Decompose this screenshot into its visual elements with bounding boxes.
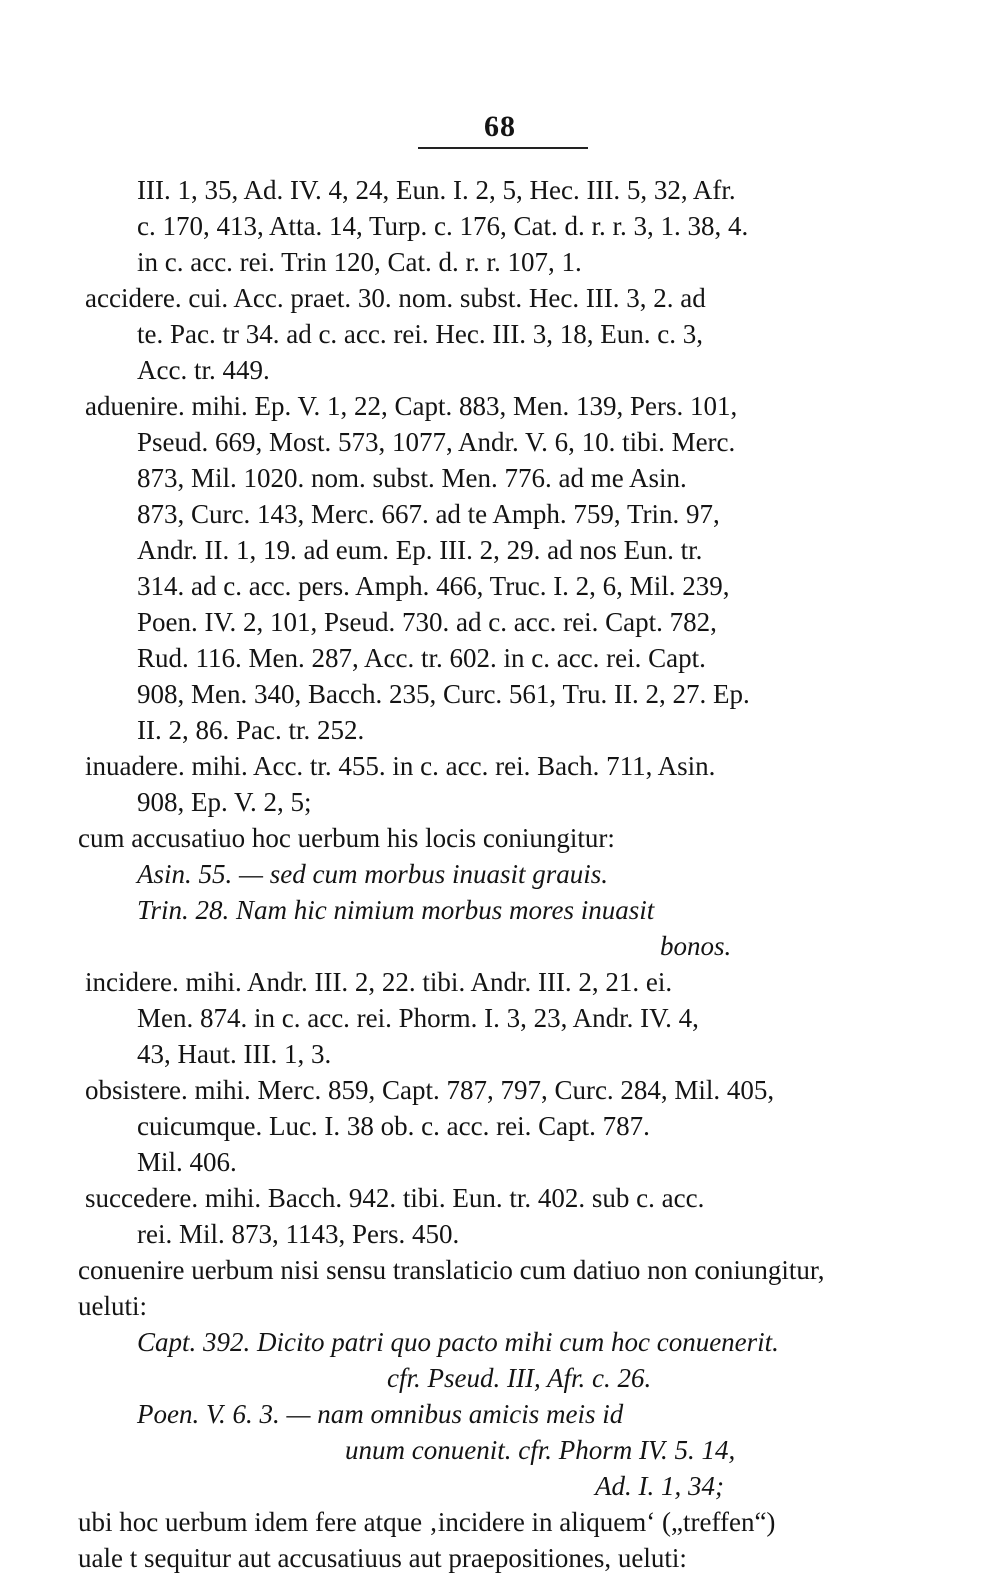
page-number: 68 <box>484 110 516 143</box>
quotation-line: bonos. <box>660 931 732 961</box>
quotation-line: cfr. Pseud. III, Afr. c. 26. <box>387 1363 652 1393</box>
text-line: cuicumque. Luc. I. 38 ob. c. acc. rei. Capt. 787. <box>137 1111 650 1141</box>
quotation-line: Ad. I. 1, 34; <box>595 1471 724 1501</box>
quotation-line: unum conuenit. cfr. Phorm IV. 5. 14, <box>345 1435 736 1465</box>
text-line: accidere. cui. Acc. praet. 30. nom. subst. Hec. III. 3, 2. ad <box>85 283 706 313</box>
text-line: Poen. IV. 2, 101, Pseud. 730. ad c. acc. rei. Capt. 782, <box>137 607 717 637</box>
text-line: Mil. 406. <box>137 1147 237 1177</box>
text-line: te. Pac. tr 34. ad c. acc. rei. Hec. III. 3, 18, Eun. c. 3, <box>137 319 704 349</box>
text-line: ueluti: <box>78 1291 147 1321</box>
text-line: uale t sequitur aut accusatiuus aut praepositiones, ueluti: <box>78 1543 687 1573</box>
text-line: 873, Curc. 143, Merc. 667. ad te Amph. 759, Trin. 97, <box>137 499 720 529</box>
text-line: incidere. mihi. Andr. III. 2, 22. tibi. Andr. III. 2, 21. ei. <box>85 967 673 997</box>
text-line: 43, Haut. III. 1, 3. <box>137 1039 332 1069</box>
text-line: obsistere. mihi. Merc. 859, Capt. 787, 797, Curc. 284, Mil. 405, <box>85 1075 775 1105</box>
text-line: Acc. tr. 449. <box>137 355 270 385</box>
text-line: inuadere. mihi. Acc. tr. 455. in c. acc. rei. Bach. 711, Asin. <box>85 751 716 781</box>
text-line: ubi hoc uerbum idem fere atque ‚incidere in aliquem‘ („treffen“) <box>78 1507 776 1537</box>
text-line: c. 170, 413, Atta. 14, Turp. c. 176, Cat. d. r. r. 3, 1. 38, 4. <box>137 211 749 241</box>
quotation-line: Capt. 392. Dicito patri quo pacto mihi cum hoc conuenerit. <box>137 1327 779 1357</box>
text-line: Rud. 116. Men. 287, Acc. tr. 602. in c. acc. rei. Capt. <box>137 643 706 673</box>
text-line: in c. acc. rei. Trin 120, Cat. d. r. r. 107, 1. <box>137 247 582 277</box>
text-line: Andr. II. 1, 19. ad eum. Ep. III. 2, 29. ad nos Eun. tr. <box>137 535 703 565</box>
text-line: 908, Ep. V. 2, 5; <box>137 787 312 817</box>
text-line: 873, Mil. 1020. nom. subst. Men. 776. ad me Asin. <box>137 463 687 493</box>
quotation-line: Poen. V. 6. 3. — nam omnibus amicis meis id <box>137 1399 624 1429</box>
text-line: rei. Mil. 873, 1143, Pers. 450. <box>137 1219 460 1249</box>
text-line: Men. 874. in c. acc. rei. Phorm. I. 3, 23, Andr. IV. 4, <box>137 1003 699 1033</box>
text-line: succedere. mihi. Bacch. 942. tibi. Eun. tr. 402. sub c. acc. <box>85 1183 705 1213</box>
header-rule <box>418 147 588 149</box>
text-line: cum accusatiuo hoc uerbum his locis coniungitur: <box>78 823 615 853</box>
quotation-line: Asin. 55. — sed cum morbus inuasit grauis. <box>137 859 609 889</box>
text-line: 908, Men. 340, Bacch. 235, Curc. 561, Tru. II. 2, 27. Ep. <box>137 679 750 709</box>
quotation-line: Trin. 28. Nam hic nimium morbus mores inuasit <box>137 895 655 925</box>
text-line: Pseud. 669, Most. 573, 1077, Andr. V. 6, 10. tibi. Merc. <box>137 427 736 457</box>
text-line: conuenire uerbum nisi sensu translaticio cum datiuo non coniungitur, <box>78 1255 825 1285</box>
text-line: aduenire. mihi. Ep. V. 1, 22, Capt. 883, Men. 139, Pers. 101, <box>85 391 738 421</box>
text-line: III. 1, 35, Ad. IV. 4, 24, Eun. I. 2, 5, Hec. III. 5, 32, Afr. <box>137 175 736 205</box>
text-line: 314. ad c. acc. pers. Amph. 466, Truc. I. 2, 6, Mil. 239, <box>137 571 730 601</box>
text-line: II. 2, 86. Pac. tr. 252. <box>137 715 365 745</box>
